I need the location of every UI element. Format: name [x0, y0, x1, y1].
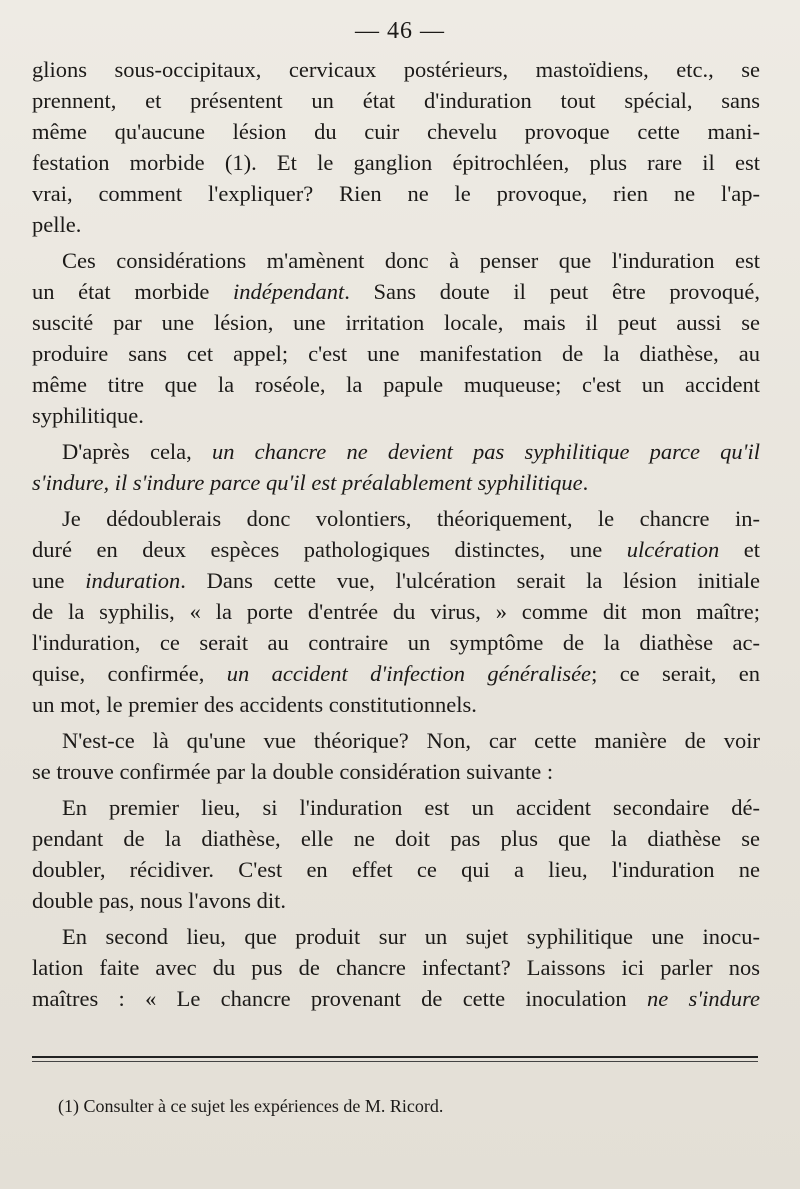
text-line — [32, 627, 760, 658]
text-line — [32, 116, 760, 147]
text-line — [32, 85, 760, 116]
italic-run: indépendant — [233, 279, 345, 304]
text-run: En premier lieu, si l'induration est un accident secondaire dé- — [62, 795, 760, 820]
text-run: maîtres : « Le chancre provenant de cette inoculation — [32, 986, 647, 1011]
italic-run: un chancre ne devient pas syphilitique parce qu'il — [211, 439, 760, 464]
footnote: (1) Consulter à ce sujet les expériences de M. Ricord. — [58, 1096, 444, 1116]
text-run: ; ce serait, en — [591, 661, 761, 686]
text-line — [32, 952, 760, 983]
text-run: festation morbide (1). Et le ganglion épitrochléen, plus rare il est — [32, 150, 760, 175]
text-line — [32, 307, 760, 338]
text-line — [32, 54, 760, 85]
text-line — [32, 921, 760, 952]
text-run: vrai, comment l'expliquer? Rien ne le provoque, rien ne l'ap- — [32, 181, 760, 206]
text-run: glions sous-occipitaux, cervicaux postérieurs, mastoïdiens, etc., se — [32, 57, 760, 82]
text-line — [32, 725, 760, 756]
text-run: un état morbide — [32, 279, 233, 304]
text-run: l'induration, ce serait au contraire un symptôme de la diathèse ac- — [32, 630, 760, 655]
text-run: D'après cela, — [62, 439, 212, 464]
text-line — [32, 147, 760, 178]
text-run: pendant de la diathèse, elle ne doit pas plus que la diathèse se — [32, 826, 760, 851]
text-line — [32, 209, 760, 240]
text-run: N'est-ce là qu'une vue théorique? Non, car cette manière de voir — [62, 728, 760, 753]
text-run: . Dans cette vue, l'ulcération serait la lésion initiale — [180, 568, 760, 593]
text-line — [32, 854, 760, 885]
text-run: En second lieu, que produit sur un sujet syphilitique une inocu- — [62, 924, 760, 949]
text-line — [32, 885, 760, 916]
text-run: . Sans doute il peut être provoqué, — [344, 279, 760, 304]
text-line — [32, 792, 760, 823]
italic-run: induration — [85, 568, 181, 593]
text-run: lation faite avec du pus de chancre infectant? Laissons ici parler nos — [32, 955, 760, 980]
text-line — [32, 503, 760, 534]
text-line — [32, 565, 760, 596]
text-run: de la syphilis, « la porte d'entrée du virus, » comme dit mon maître; — [32, 599, 760, 624]
text-line — [32, 400, 760, 431]
italic-run: ne s'indure — [646, 986, 760, 1011]
text-run: duré en deux espèces pathologiques distinctes, une — [32, 537, 627, 562]
text-run: et — [719, 537, 760, 562]
text-line — [32, 658, 760, 689]
text-line — [32, 689, 760, 720]
text-run: même qu'aucune lésion du cuir chevelu provoque cette mani- — [32, 119, 760, 144]
text-line — [32, 467, 760, 498]
text-run: double pas, nous l'avons dit. — [32, 888, 287, 913]
text-run: Ces considérations m'amènent donc à penser que l'induration est — [62, 248, 760, 273]
text-run: doubler, récidiver. C'est en effet ce qui a lieu, l'induration ne — [32, 857, 760, 882]
text-line — [32, 245, 760, 276]
text-line — [32, 276, 760, 307]
text-run: prennent, et présentent un état d'induration tout spécial, sans — [32, 88, 760, 113]
text-run: . — [582, 470, 589, 495]
text-run: une — [32, 568, 86, 593]
text-line — [32, 823, 760, 854]
text-run: pelle. — [32, 212, 82, 237]
text-line — [32, 596, 760, 627]
text-line — [32, 436, 760, 467]
text-line — [32, 756, 760, 787]
text-run: même titre que la roséole, la papule muqueuse; c'est un accident — [32, 372, 760, 397]
text-line — [32, 178, 760, 209]
text-line — [32, 534, 760, 565]
text-line — [32, 983, 760, 1014]
italic-run: ulcération — [626, 537, 720, 562]
text-run: Je dédoublerais donc volontiers, théoriquement, le chancre in- — [62, 506, 760, 531]
text-line — [32, 369, 760, 400]
text-run: suscité par une lésion, une irritation locale, mais il peut aussi se — [32, 310, 760, 335]
text-run: quise, confirmée, — [32, 661, 227, 686]
italic-run: s'indure, il s'indure parce qu'il est préalablement syphilitique — [32, 470, 583, 495]
text-run: un mot, le premier des accidents constitutionnels. — [32, 692, 477, 717]
footnote-rule-thin — [32, 1061, 758, 1062]
text-run: syphilitique. — [32, 403, 144, 428]
italic-run: un accident d'infection généralisée — [226, 661, 592, 686]
text-run: se trouve confirmée par la double considération suivante : — [32, 759, 554, 784]
text-run: produire sans cet appel; c'est une manifestation de la diathèse, au — [32, 341, 760, 366]
body-text — [32, 54, 760, 1014]
page-number: — 46 — — [355, 18, 445, 44]
text-line — [32, 338, 760, 369]
footnote-rule — [32, 1056, 758, 1058]
